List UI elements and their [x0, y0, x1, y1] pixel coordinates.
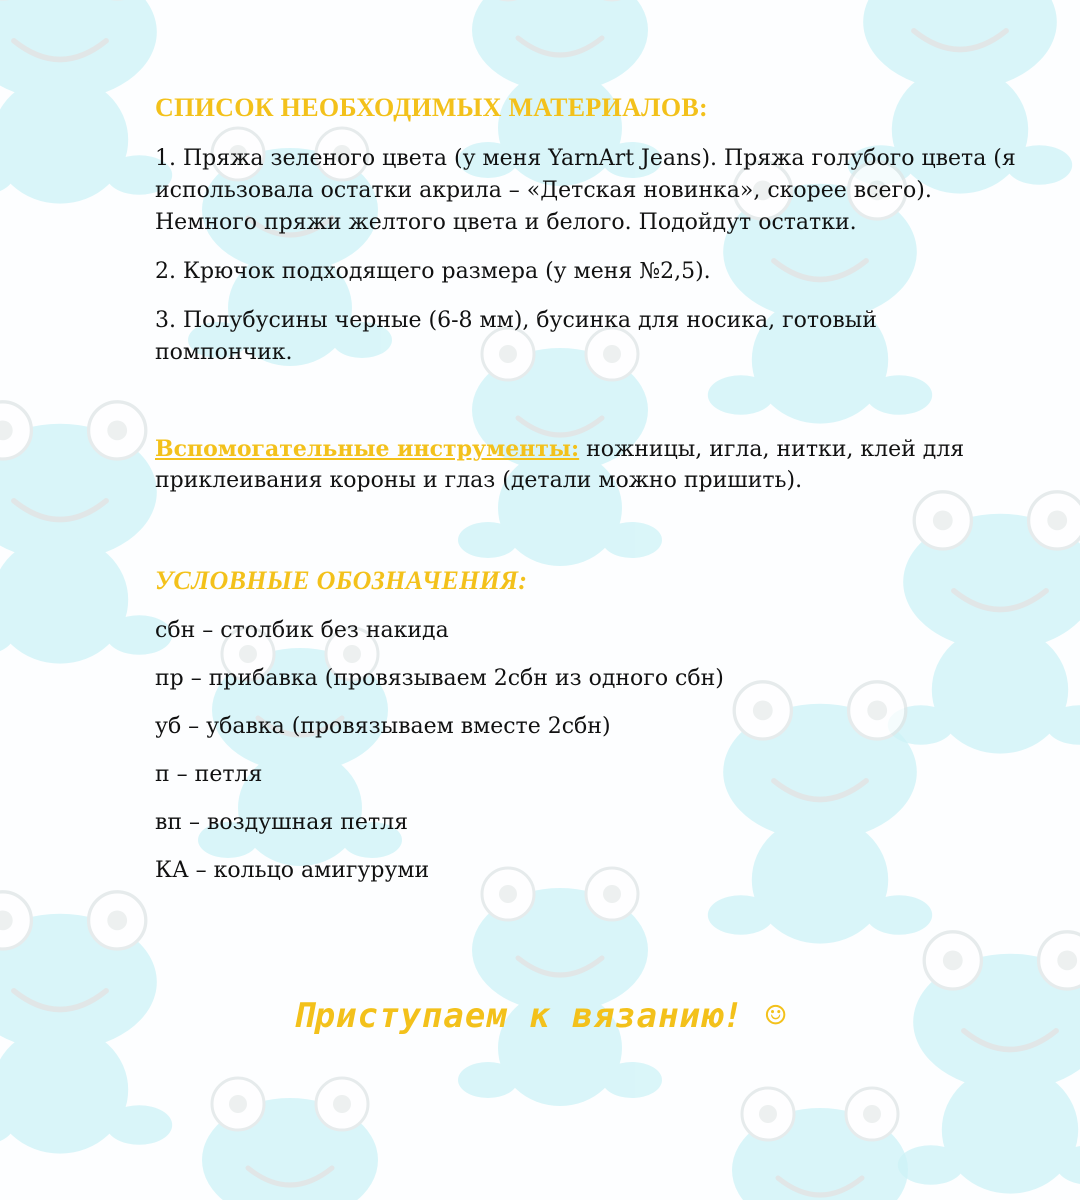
legend-item: сбн – столбик без накида — [155, 618, 449, 643]
materials-item-1-line-3: Немного пряжи желтого цвета и белого. Подойдут остатки. — [155, 210, 857, 235]
auxiliary-tools-text: ножницы, игла, нитки, клей для — [579, 437, 965, 462]
auxiliary-tools-line-1 — [155, 433, 964, 466]
closing-call-to-action: Приступаем к вязанию! ☺ — [293, 996, 787, 1036]
materials-item-3-line-1: 3. Полубусины черные (6-8 мм), бусинка для носика, готовый — [155, 308, 877, 333]
auxiliary-tools-label: Вспомогательные инструменты: — [155, 436, 580, 462]
materials-item-1-line-2: использовала остатки акрила – «Детская новинка», скорее всего). — [155, 178, 932, 203]
auxiliary-tools-line-2: приклеивания короны и глаз (детали можно пришить). — [155, 468, 803, 493]
legend-item: КА – кольцо амигуруми — [155, 858, 430, 883]
legend-item: вп – воздушная петля — [155, 810, 408, 835]
materials-item-2: 2. Крючок подходящего размера (у меня №2,5). — [155, 259, 711, 284]
materials-item-3-line-2: помпончик. — [155, 340, 293, 365]
legend-item: пр – прибавка (провязываем 2сбн из одного сбн) — [155, 666, 724, 691]
legend-heading: УСЛОВНЫЕ ОБОЗНАЧЕНИЯ: — [155, 566, 528, 595]
materials-item-1-line-1: 1. Пряжа зеленого цвета (у меня YarnArt Jeans). Пряжа голубого цвета (я — [155, 146, 1016, 171]
legend-item: п – петля — [155, 762, 263, 787]
materials-heading: СПИСОК НЕОБХОДИМЫХ МАТЕРИАЛОВ: — [155, 93, 708, 122]
legend-item: уб – убавка (провязываем вместе 2сбн) — [155, 714, 611, 739]
